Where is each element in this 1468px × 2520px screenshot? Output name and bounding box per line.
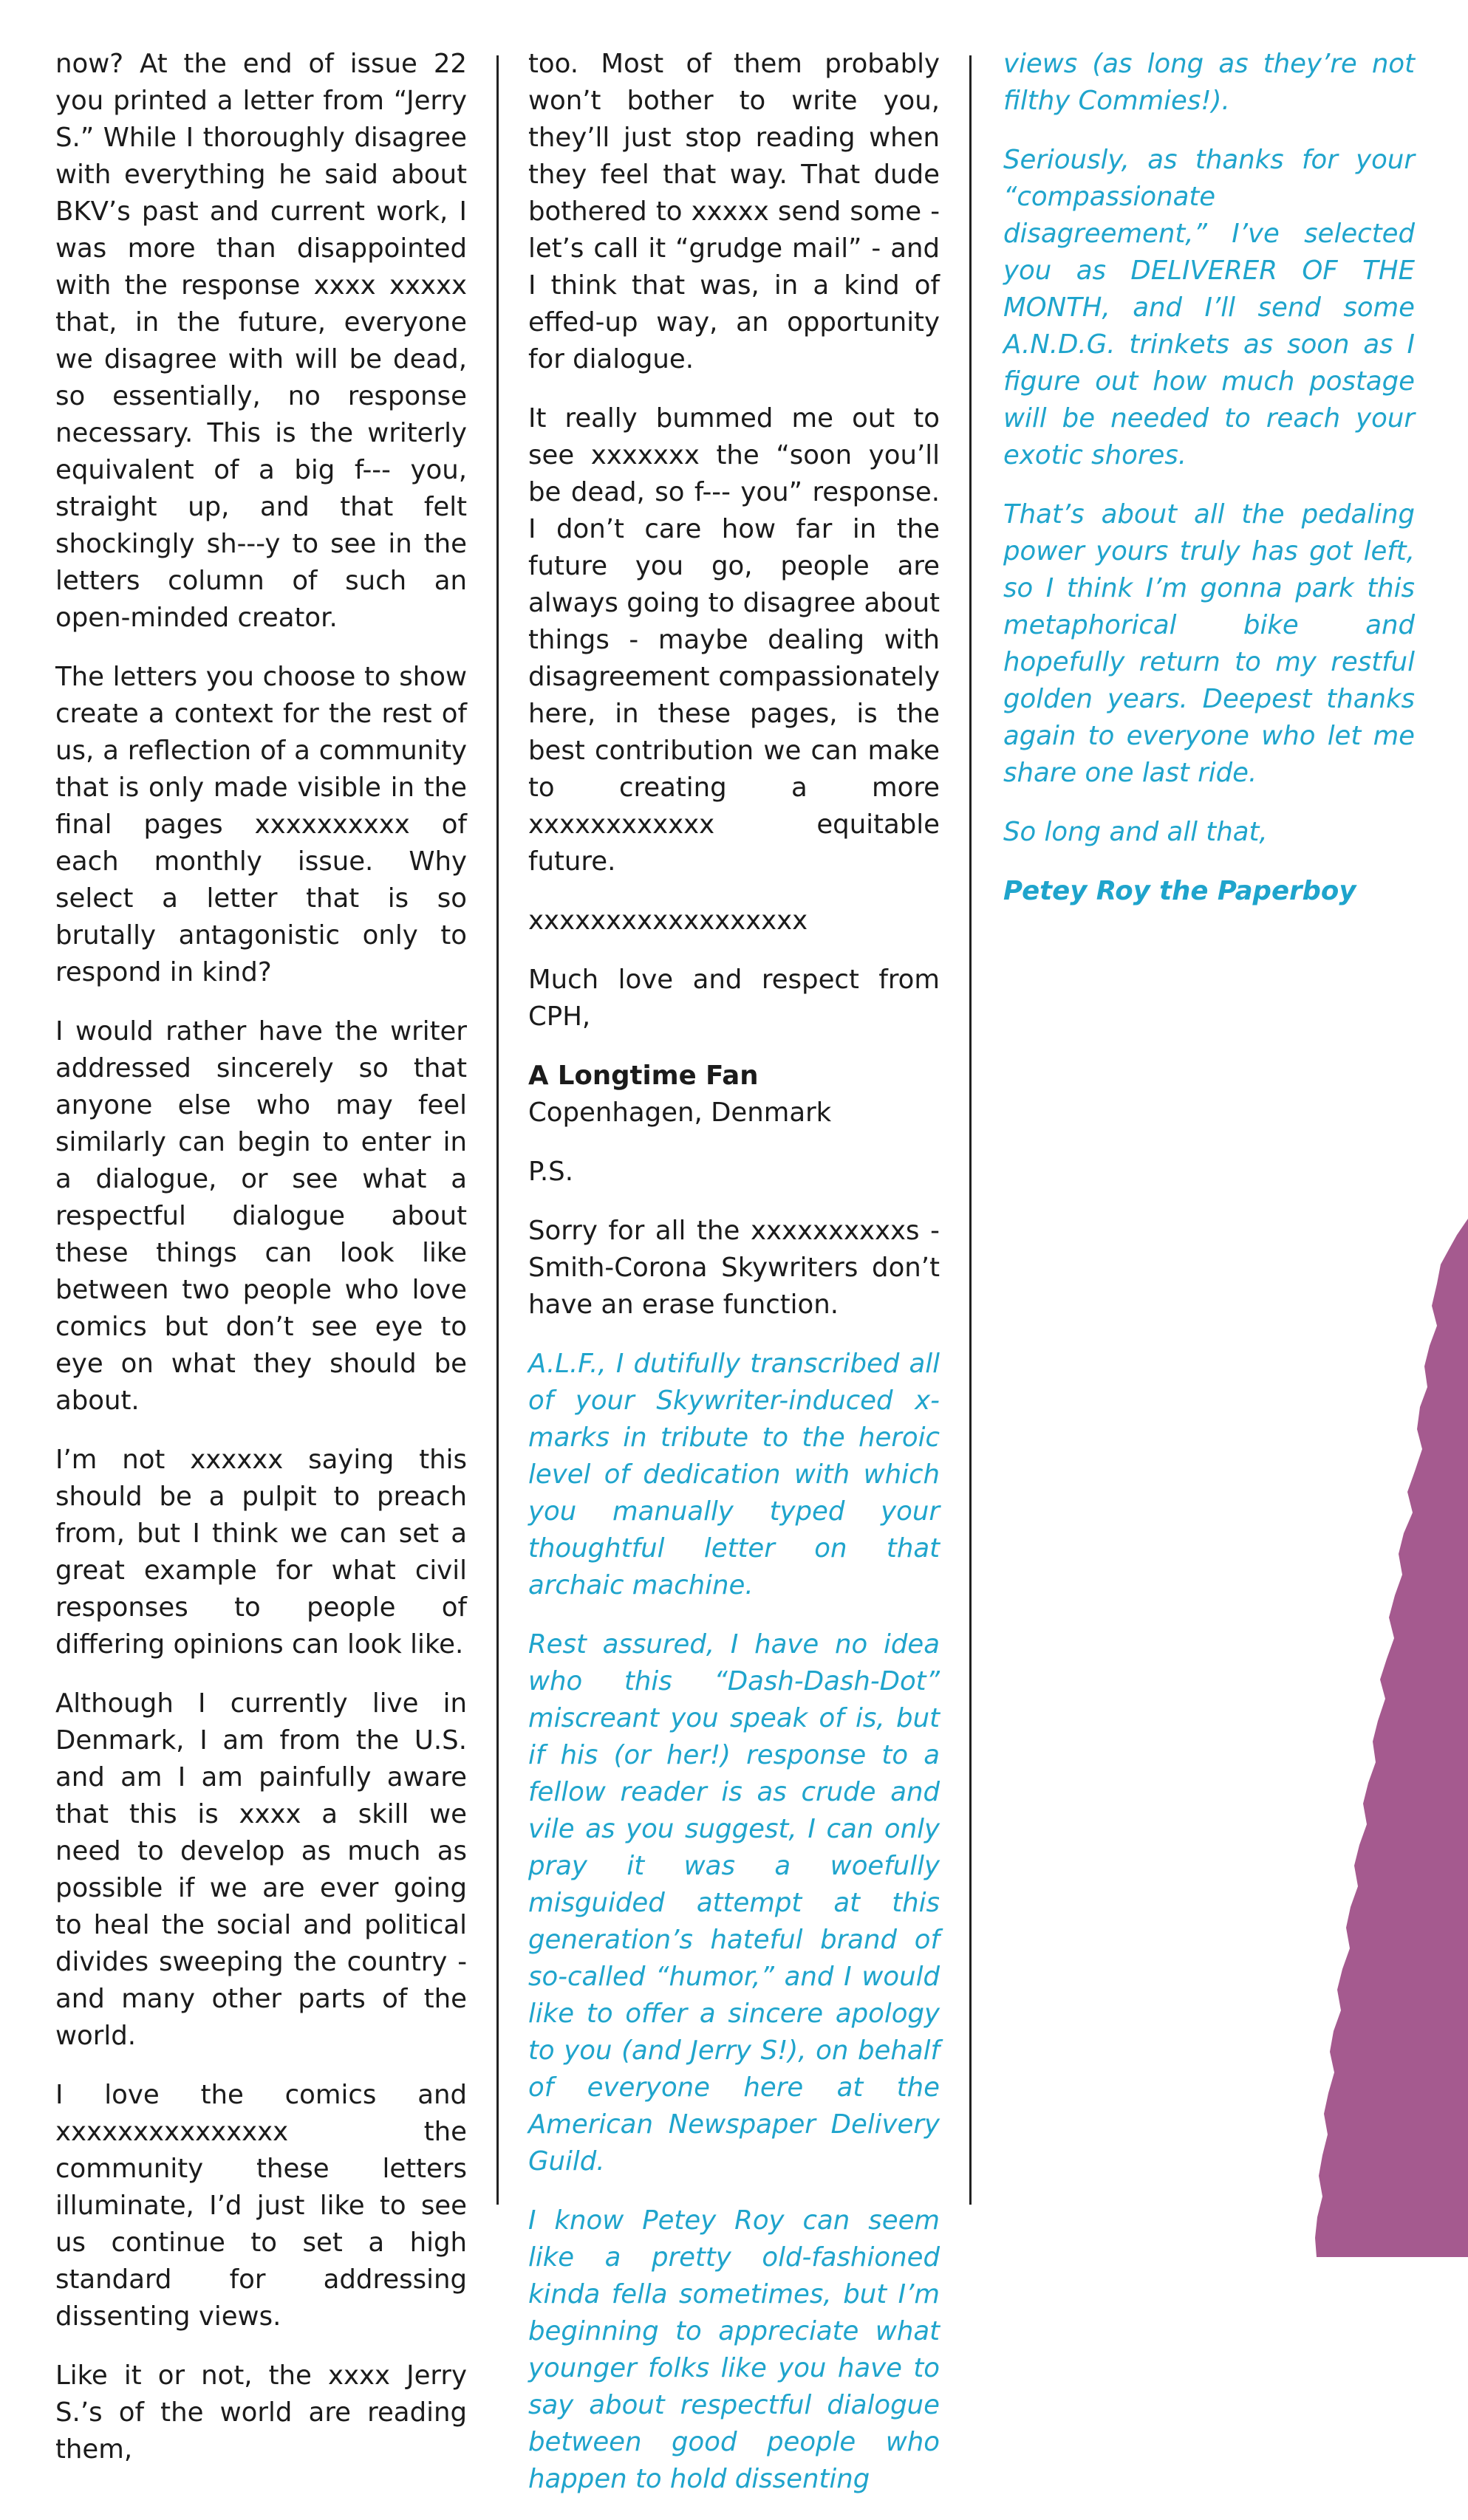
response-paragraph: Rest assured, I have no idea who this “Dash-Dash-Dot” miscreant you speak of is, but if his (or her!) response to a fellow reader is as crude and vile as you suggest, I can only pray it was a woefully misguided attempt at this generation’s hateful brand of so-called “humor,” and I would like to offer a sincere apology to you (and Jerry S!), on behalf of everyone here at the American Newspaper Delivery Guild. xyxy=(528,1629,940,2177)
letter-paragraph: xxxxxxxxxxxxxxxxxx xyxy=(528,905,808,936)
letter-paragraph: I’m not xxxxxx saying this should be a pulpit to preach from, but I think we can set a great example for what civil responses to people of differing opinions can look like. xyxy=(55,1445,467,1660)
letter-paragraph: now? At the end of issue 22 you printed a letter from “Jerry S.” While I thoroughly disagree with everything he said about BKV’s past and current work, I was more than disappointed with the response xxxx xxxxx that, in the future, everyone we disagree with will be dead, so essentially, no response necessary. This is the writerly equivalent of a big f--- you, straight up, and that felt shockingly sh---y to see in the letters column of such an open-minded creator. xyxy=(55,49,467,633)
response-paragraph: views (as long as they’re not filthy Commies!). xyxy=(1003,49,1415,116)
letter-signature-name: A Longtime Fan xyxy=(528,1061,759,1091)
letter-ps-label: P.S. xyxy=(528,1157,573,1187)
response-signoff: So long and all that, xyxy=(1003,817,1268,847)
response-paragraph: That’s about all the pedaling power yours truly has got left, so I think I’m gonna park this metaphorical bike and hopefully return to my restful golden years. Deepest thanks again to everyone who let me share one last ride. xyxy=(1003,499,1415,788)
letter-paragraph: I would rather have the writer addressed sincerely so that anyone else who may feel similarly can begin to enter in a dialogue, or see what a respectful dialogue about these things can look like between two people who love comics but don’t see eye to eye on what they should be about. xyxy=(55,1016,467,1416)
letter-paragraph: Like it or not, the xxxx Jerry S.’s of the world are reading them, xyxy=(55,2360,467,2465)
letter-ps-text: Sorry for all the xxxxxxxxxxs - Smith-Corona Skywriters don’t have an erase function. xyxy=(528,1216,940,1320)
response-paragraph: Seriously, as thanks for your “compassionate disagreement,” I’ve selected you as DELIVERER OF THE MONTH, and I’ll send some A.N.D.G. trinkets as soon as I figure out how much postage will be needed to reach your exotic shores. xyxy=(1003,145,1415,470)
letter-paragraph: The letters you choose to show create a context for the rest of us, a reflection of a community that is only made visible in the final pages xxxxxxxxxx of each monthly issue. Why select a letter that is so brutally antagonistic only to respond in kind? xyxy=(55,662,467,987)
letter-paragraph: Although I currently live in Denmark, I am from the U.S. and am I am painfully aware that this is xxxx a skill we need to develop as much as possible if we are ever going to heal the social and political divides sweeping the country - and many other parts of the world. xyxy=(55,1688,467,2051)
response-paragraph: I know Petey Roy can seem like a pretty old-fashioned kinda fella sometimes, but I’m beginning to appreciate what younger folks like you have to say about respectful dialogue between good people who happen to hold dissenting xyxy=(528,2205,940,2494)
letter-paragraph: I love the comics and xxxxxxxxxxxxxxx the community these letters illuminate, I’d just like to see us continue to set a high standard for addressing dissenting views. xyxy=(55,2080,467,2332)
letter-signature-place: Copenhagen, Denmark xyxy=(528,1098,832,1128)
torn-paper-edge xyxy=(1315,1219,1468,2257)
response-paragraph: A.L.F., I dutifully transcribed all of your Skywriter-induced x-marks in tribute to the heroic level of dedication with which you manually typed your thoughtful letter on that archaic machine. xyxy=(528,1349,940,1600)
letter-closing: Much love and respect from CPH, xyxy=(528,965,940,1032)
letter-paragraph: too. Most of them probably won’t bother to write you, they’ll just stop reading when they feel that way. That dude bothered to xxxxx send some - let’s call it “grudge mail” - and I think that was, in a kind of effed-up way, an opportunity for dialogue. xyxy=(528,49,940,374)
response-signature: Petey Roy the Paperboy xyxy=(1003,876,1356,906)
letter-paragraph: It really bummed me out to see xxxxxxx the “soon you’ll be dead, so f--- you” response. I don’t care how far in the future you go, people are always going to disagree about things - maybe dealing with disagreement compassionately here, in these pages, is the best contribution we can make to creating a more xxxxxxxxxxxx equitable future. xyxy=(528,403,940,877)
